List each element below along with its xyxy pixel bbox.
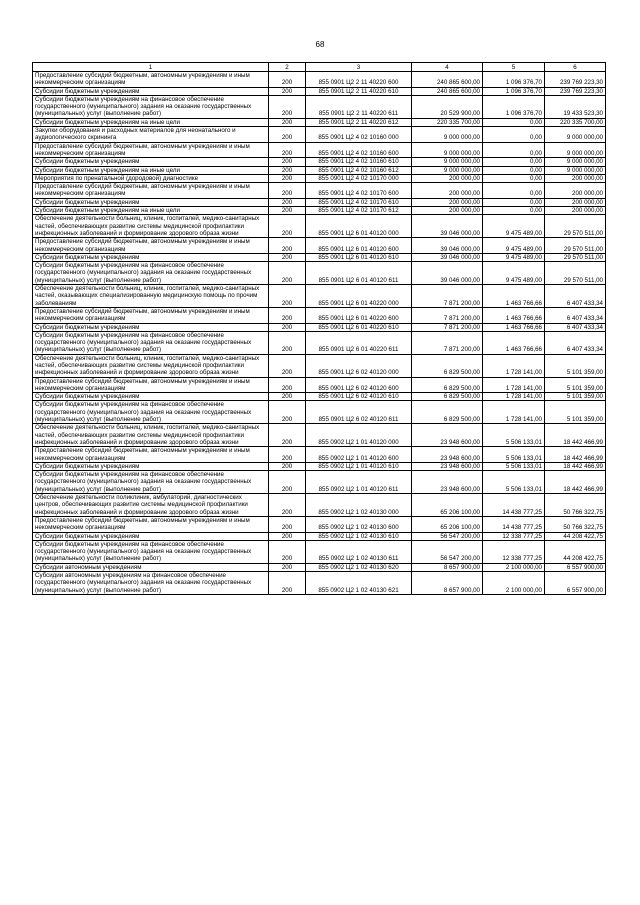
row-description: Субсидии автономным учреждениям на финансовое обеспечение государственного (муниципального) задания на оказание государственных (муниципальных) услуг (выполнение работ) <box>33 572 269 595</box>
row-executed-amount: 14 438 777,25 <box>483 494 545 517</box>
row-executed-amount: 12 338 777,25 <box>483 532 545 540</box>
row-description: Субсидии бюджетным учреждениям на финансовое обеспечение государственного (муниципального) задания на оказание государственных (муниципальных) услуг (выполнение работ) <box>33 401 269 424</box>
row-classifier-code: 855 0902 Ц2 1 02 40130 621 <box>306 572 412 595</box>
table-row <box>33 142 606 158</box>
table-row <box>33 253 606 261</box>
row-code-200: 200 <box>269 563 306 571</box>
row-code-200: 200 <box>269 516 306 532</box>
row-executed-amount: 1 463 766,66 <box>483 323 545 331</box>
row-description: Предоставление субсидий бюджетным, автономным учреждениям и иным некоммерческим организациям <box>33 307 269 323</box>
row-remaining-amount: 44 208 422,75 <box>545 532 606 540</box>
table-row <box>33 307 606 323</box>
table-header <box>33 63 606 72</box>
column-header: 4 <box>412 63 483 72</box>
row-executed-amount: 1 096 376,70 <box>483 95 545 118</box>
table-row <box>33 447 606 463</box>
row-classifier-code: 855 0901 Ц2 6 01 40220 611 <box>306 331 412 354</box>
row-remaining-amount: 18 442 466,99 <box>545 447 606 463</box>
row-remaining-amount: 9 000 000,00 <box>545 142 606 158</box>
row-executed-amount: 9 475 489,00 <box>483 253 545 261</box>
row-code-200: 200 <box>269 158 306 166</box>
row-executed-amount: 14 438 777,25 <box>483 516 545 532</box>
row-description: Предоставление субсидий бюджетным, автономным учреждениям и иным некоммерческим организациям <box>33 516 269 532</box>
row-classifier-code: 855 0902 Ц2 1 02 40130 000 <box>306 494 412 517</box>
table-row <box>33 87 606 95</box>
row-code-200: 200 <box>269 207 306 215</box>
row-remaining-amount: 29 570 511,00 <box>545 238 606 254</box>
row-approved-amount: 7 871 200,00 <box>412 307 483 323</box>
row-description: Субсидии бюджетным учреждениям на финансовое обеспечение государственного (муниципального) задания на оказание государственных (муниципальных) услуг (выполнение работ) <box>33 471 269 494</box>
table-row <box>33 393 606 401</box>
row-description: Субсидии бюджетным учреждениям <box>33 462 269 470</box>
table-row <box>33 127 606 143</box>
row-executed-amount: 1 728 141,00 <box>483 354 545 377</box>
row-description: Субсидии бюджетным учреждениям <box>33 323 269 331</box>
row-executed-amount: 5 506 133,01 <box>483 424 545 447</box>
row-classifier-code: 855 0901 Ц2 6 02 40120 600 <box>306 377 412 393</box>
budget-table <box>32 62 606 595</box>
table-row <box>33 471 606 494</box>
row-classifier-code: 855 0901 Ц2 4 02 10160 612 <box>306 166 412 174</box>
row-executed-amount: 0,00 <box>483 183 545 199</box>
row-code-200: 200 <box>269 354 306 377</box>
row-description: Предоставление субсидий бюджетным, автономным учреждениям и иным некоммерческим организациям <box>33 377 269 393</box>
table-row <box>33 462 606 470</box>
row-executed-amount: 1 728 141,00 <box>483 377 545 393</box>
row-description: Предоставление субсидий бюджетным, автономным учреждениям и иным некоммерческим организациям <box>33 238 269 254</box>
table-row <box>33 563 606 571</box>
row-approved-amount: 39 046 000,00 <box>412 238 483 254</box>
column-header: 5 <box>483 63 545 72</box>
row-remaining-amount: 6 407 433,34 <box>545 307 606 323</box>
row-remaining-amount: 5 101 359,00 <box>545 393 606 401</box>
row-code-200: 200 <box>269 95 306 118</box>
row-remaining-amount: 19 433 523,30 <box>545 95 606 118</box>
row-description: Субсидии бюджетным учреждениям на иные цели <box>33 207 269 215</box>
row-classifier-code: 855 0901 Ц2 6 01 40220 600 <box>306 307 412 323</box>
row-description: Субсидии бюджетным учреждениям на финансовое обеспечение государственного (муниципального) задания на оказание государственных (муниципальных) услуг (выполнение работ) <box>33 331 269 354</box>
row-remaining-amount: 9 000 000,00 <box>545 127 606 143</box>
row-code-200: 200 <box>269 166 306 174</box>
row-executed-amount: 1 463 766,66 <box>483 307 545 323</box>
row-approved-amount: 200 000,00 <box>412 183 483 199</box>
row-code-200: 200 <box>269 307 306 323</box>
row-executed-amount: 0,00 <box>483 158 545 166</box>
table-row <box>33 262 606 285</box>
table-row <box>33 285 606 308</box>
row-description: Предоставление субсидий бюджетным, автономным учреждениям и иным некоммерческим организациям <box>33 447 269 463</box>
column-header: 3 <box>306 63 412 72</box>
row-executed-amount: 0,00 <box>483 207 545 215</box>
row-code-200: 200 <box>269 215 306 238</box>
row-remaining-amount: 6 557 900,00 <box>545 572 606 595</box>
row-description: Закупки оборудования и расходных материалов для неонатального и аудиологического скрининга <box>33 127 269 143</box>
row-description: Субсидии бюджетным учреждениям <box>33 198 269 206</box>
row-code-200: 200 <box>269 393 306 401</box>
row-remaining-amount: 29 570 511,00 <box>545 253 606 261</box>
row-code-200: 200 <box>269 174 306 182</box>
row-classifier-code: 855 0902 Ц2 1 02 40130 600 <box>306 516 412 532</box>
row-approved-amount: 23 948 600,00 <box>412 471 483 494</box>
table-row <box>33 424 606 447</box>
row-classifier-code: 855 0901 Ц2 4 02 10170 600 <box>306 183 412 199</box>
row-code-200: 200 <box>269 238 306 254</box>
table-row <box>33 354 606 377</box>
row-description: Предоставление субсидий бюджетным, автономным учреждениям и иным некоммерческим организациям <box>33 142 269 158</box>
row-code-200: 200 <box>269 262 306 285</box>
row-description: Предоставление субсидий бюджетным, автономным учреждениям и иным некоммерческим организациям <box>33 72 269 88</box>
table-row <box>33 494 606 517</box>
row-classifier-code: 855 0901 Ц2 6 02 40120 610 <box>306 393 412 401</box>
table-row <box>33 207 606 215</box>
row-approved-amount: 23 948 600,00 <box>412 462 483 470</box>
row-executed-amount: 1 728 141,00 <box>483 393 545 401</box>
table-row <box>33 331 606 354</box>
row-approved-amount: 200 000,00 <box>412 207 483 215</box>
row-code-200: 200 <box>269 183 306 199</box>
row-description: Субсидии бюджетным учреждениям на финансовое обеспечение государственного (муниципального) задания на оказание государственных (муниципальных) услуг (выполнение работ) <box>33 262 269 285</box>
row-executed-amount: 0,00 <box>483 166 545 174</box>
row-approved-amount: 220 335 700,00 <box>412 118 483 126</box>
row-approved-amount: 9 000 000,00 <box>412 166 483 174</box>
column-header: 2 <box>269 63 306 72</box>
row-code-200: 200 <box>269 447 306 463</box>
row-remaining-amount: 200 000,00 <box>545 183 606 199</box>
row-classifier-code: 855 0901 Ц2 2 11 40220 610 <box>306 87 412 95</box>
row-classifier-code: 855 0901 Ц2 6 02 40120 000 <box>306 354 412 377</box>
row-remaining-amount: 5 101 359,00 <box>545 401 606 424</box>
row-description: Субсидии бюджетным учреждениям на иные цели <box>33 118 269 126</box>
row-approved-amount: 56 547 200,00 <box>412 540 483 563</box>
table-row <box>33 174 606 182</box>
row-approved-amount: 6 829 500,00 <box>412 393 483 401</box>
row-classifier-code: 855 0902 Ц2 1 02 40130 620 <box>306 563 412 571</box>
row-classifier-code: 855 0902 Ц2 1 01 40120 600 <box>306 447 412 463</box>
row-description: Обеспечение деятельности больниц, клиник, госпиталей, медико-санитарных частей, обеспечивающих развитие системы медицинской профилактики инфекционных заболеваний и формирование здорового образа жизни <box>33 215 269 238</box>
table-row <box>33 158 606 166</box>
row-description: Субсидии бюджетным учреждениям на финансовое обеспечение государственного (муниципального) задания на оказание государственных (муниципальных) услуг (выполнение работ) <box>33 95 269 118</box>
row-approved-amount: 8 657 900,00 <box>412 572 483 595</box>
row-classifier-code: 855 0901 Ц2 6 01 40120 611 <box>306 262 412 285</box>
row-remaining-amount: 220 335 700,00 <box>545 118 606 126</box>
row-code-200: 200 <box>269 462 306 470</box>
row-classifier-code: 855 0901 Ц2 2 11 40220 611 <box>306 95 412 118</box>
row-executed-amount: 2 100 000,00 <box>483 572 545 595</box>
row-approved-amount: 20 529 900,00 <box>412 95 483 118</box>
row-classifier-code: 855 0902 Ц2 1 02 40130 610 <box>306 532 412 540</box>
row-description: Субсидии бюджетным учреждениям на финансовое обеспечение государственного (муниципального) задания на оказание государственных (муниципальных) услуг (выполнение работ) <box>33 540 269 563</box>
table-row <box>33 377 606 393</box>
row-description: Мероприятия по пренатальной (дородовой) диагностике <box>33 174 269 182</box>
row-classifier-code: 855 0901 Ц2 2 11 40220 600 <box>306 72 412 88</box>
row-code-200: 200 <box>269 377 306 393</box>
row-classifier-code: 855 0901 Ц2 2 11 40220 612 <box>306 118 412 126</box>
row-classifier-code: 855 0901 Ц2 6 01 40220 000 <box>306 285 412 308</box>
row-remaining-amount: 6 407 433,34 <box>545 285 606 308</box>
row-executed-amount: 0,00 <box>483 127 545 143</box>
column-header: 6 <box>545 63 606 72</box>
table-row <box>33 540 606 563</box>
row-code-200: 200 <box>269 198 306 206</box>
row-description: Субсидии автономным учреждениям <box>33 563 269 571</box>
row-remaining-amount: 29 570 511,00 <box>545 262 606 285</box>
row-code-200: 200 <box>269 532 306 540</box>
row-approved-amount: 6 829 500,00 <box>412 377 483 393</box>
row-code-200: 200 <box>269 494 306 517</box>
row-executed-amount: 0,00 <box>483 118 545 126</box>
row-description: Субсидии бюджетным учреждениям <box>33 87 269 95</box>
row-approved-amount: 39 046 000,00 <box>412 253 483 261</box>
table-row <box>33 516 606 532</box>
row-description: Обеспечение деятельности поликлиник, амбулаторий, диагностических центров, обеспечивающих развитие системы медицинской профилактики инфекционных заболеваний и формирование здорового образа жизни <box>33 494 269 517</box>
row-approved-amount: 9 000 000,00 <box>412 158 483 166</box>
row-remaining-amount: 239 769 223,30 <box>545 72 606 88</box>
row-remaining-amount: 6 557 900,00 <box>545 563 606 571</box>
row-classifier-code: 855 0901 Ц2 4 02 10170 000 <box>306 174 412 182</box>
table-row <box>33 118 606 126</box>
row-classifier-code: 855 0901 Ц2 6 01 40120 600 <box>306 238 412 254</box>
row-remaining-amount: 200 000,00 <box>545 207 606 215</box>
row-executed-amount: 9 475 489,00 <box>483 215 545 238</box>
row-remaining-amount: 18 442 466,99 <box>545 462 606 470</box>
row-approved-amount: 200 000,00 <box>412 174 483 182</box>
table-row <box>33 401 606 424</box>
row-code-200: 200 <box>269 253 306 261</box>
row-code-200: 200 <box>269 471 306 494</box>
table-row <box>33 572 606 595</box>
row-code-200: 200 <box>269 142 306 158</box>
row-executed-amount: 9 475 489,00 <box>483 238 545 254</box>
row-approved-amount: 7 871 200,00 <box>412 323 483 331</box>
row-remaining-amount: 5 101 359,00 <box>545 354 606 377</box>
row-approved-amount: 6 829 500,00 <box>412 354 483 377</box>
row-approved-amount: 56 547 200,00 <box>412 532 483 540</box>
table-row <box>33 532 606 540</box>
row-description: Обеспечение деятельности больниц, клиник, госпиталей, медико-санитарных частей, оказывающих специализированную медицинскую помощь по прочим заболеваниям <box>33 285 269 308</box>
row-executed-amount: 9 475 489,00 <box>483 262 545 285</box>
row-executed-amount: 0,00 <box>483 198 545 206</box>
row-remaining-amount: 18 442 466,99 <box>545 424 606 447</box>
row-remaining-amount: 44 208 422,75 <box>545 540 606 563</box>
row-code-200: 200 <box>269 87 306 95</box>
row-approved-amount: 9 000 000,00 <box>412 127 483 143</box>
row-classifier-code: 855 0901 Ц2 6 02 40120 611 <box>306 401 412 424</box>
row-code-200: 200 <box>269 572 306 595</box>
row-code-200: 200 <box>269 118 306 126</box>
row-classifier-code: 855 0902 Ц2 1 02 40130 611 <box>306 540 412 563</box>
row-approved-amount: 240 865 600,00 <box>412 87 483 95</box>
table-row <box>33 95 606 118</box>
row-executed-amount: 0,00 <box>483 142 545 158</box>
row-remaining-amount: 6 407 433,34 <box>545 323 606 331</box>
table-row <box>33 238 606 254</box>
row-approved-amount: 39 046 000,00 <box>412 262 483 285</box>
row-remaining-amount: 6 407 433,34 <box>545 331 606 354</box>
row-description: Субсидии бюджетным учреждениям <box>33 158 269 166</box>
page-number: 68 <box>315 40 325 49</box>
row-approved-amount: 65 206 100,00 <box>412 516 483 532</box>
row-remaining-amount: 50 766 322,75 <box>545 516 606 532</box>
row-approved-amount: 9 000 000,00 <box>412 142 483 158</box>
row-executed-amount: 1 728 141,00 <box>483 401 545 424</box>
table-row <box>33 72 606 88</box>
row-description: Обеспечение деятельности больниц, клиник, госпиталей, медико-санитарных частей, обеспечивающих развитие системы медицинской профилактики инфекционных заболеваний и формирование здорового образа жизни <box>33 354 269 377</box>
table-row <box>33 166 606 174</box>
row-code-200: 200 <box>269 127 306 143</box>
row-remaining-amount: 200 000,00 <box>545 198 606 206</box>
row-description: Субсидии бюджетным учреждениям на иные цели <box>33 166 269 174</box>
row-approved-amount: 23 948 600,00 <box>412 447 483 463</box>
row-remaining-amount: 50 766 322,75 <box>545 494 606 517</box>
row-remaining-amount: 239 769 223,30 <box>545 87 606 95</box>
row-classifier-code: 855 0901 Ц2 6 01 40220 610 <box>306 323 412 331</box>
row-remaining-amount: 5 101 359,00 <box>545 377 606 393</box>
column-header: 1 <box>33 63 269 72</box>
row-code-200: 200 <box>269 331 306 354</box>
row-remaining-amount: 9 000 000,00 <box>545 158 606 166</box>
table-row <box>33 323 606 331</box>
row-approved-amount: 23 948 600,00 <box>412 424 483 447</box>
row-classifier-code: 855 0901 Ц2 4 02 10170 610 <box>306 198 412 206</box>
table-body <box>33 72 606 595</box>
row-classifier-code: 855 0901 Ц2 6 01 40120 000 <box>306 215 412 238</box>
row-approved-amount: 6 829 500,00 <box>412 401 483 424</box>
row-approved-amount: 39 046 000,00 <box>412 215 483 238</box>
row-code-200: 200 <box>269 401 306 424</box>
row-classifier-code: 855 0901 Ц2 6 01 40120 610 <box>306 253 412 261</box>
row-executed-amount: 5 506 133,01 <box>483 447 545 463</box>
row-executed-amount: 12 338 777,25 <box>483 540 545 563</box>
row-executed-amount: 1 463 766,66 <box>483 331 545 354</box>
row-executed-amount: 2 100 000,00 <box>483 563 545 571</box>
row-executed-amount: 0,00 <box>483 174 545 182</box>
row-classifier-code: 855 0902 Ц2 1 01 40120 000 <box>306 424 412 447</box>
row-remaining-amount: 29 570 511,00 <box>545 215 606 238</box>
row-code-200: 200 <box>269 323 306 331</box>
row-executed-amount: 1 096 376,70 <box>483 87 545 95</box>
row-code-200: 200 <box>269 285 306 308</box>
row-description: Субсидии бюджетным учреждениям <box>33 253 269 261</box>
row-description: Субсидии бюджетным учреждениям <box>33 532 269 540</box>
row-classifier-code: 855 0902 Ц2 1 01 40120 610 <box>306 462 412 470</box>
row-remaining-amount: 9 000 000,00 <box>545 166 606 174</box>
table-row <box>33 198 606 206</box>
row-classifier-code: 855 0901 Ц2 4 02 10160 610 <box>306 158 412 166</box>
row-executed-amount: 1 463 766,66 <box>483 285 545 308</box>
row-description: Предоставление субсидий бюджетным, автономным учреждениям и иным некоммерческим организациям <box>33 183 269 199</box>
row-approved-amount: 7 871 200,00 <box>412 331 483 354</box>
row-executed-amount: 5 506 133,01 <box>483 462 545 470</box>
row-approved-amount: 240 865 600,00 <box>412 72 483 88</box>
row-classifier-code: 855 0901 Ц2 4 02 10170 612 <box>306 207 412 215</box>
row-approved-amount: 65 206 100,00 <box>412 494 483 517</box>
table-row <box>33 183 606 199</box>
row-description: Обеспечение деятельности больниц, клиник, госпиталей, медико-санитарных частей, обеспечивающих развитие системы медицинской профилактики инфекционных заболеваний и формирование здорового образа жизни <box>33 424 269 447</box>
row-executed-amount: 1 096 376,70 <box>483 72 545 88</box>
row-code-200: 200 <box>269 424 306 447</box>
row-code-200: 200 <box>269 540 306 563</box>
row-executed-amount: 5 506 133,01 <box>483 471 545 494</box>
row-classifier-code: 855 0901 Ц2 4 02 10160 000 <box>306 127 412 143</box>
row-approved-amount: 7 871 200,00 <box>412 285 483 308</box>
row-classifier-code: 855 0902 Ц2 1 01 40120 611 <box>306 471 412 494</box>
table-row <box>33 215 606 238</box>
row-code-200: 200 <box>269 72 306 88</box>
row-description: Субсидии бюджетным учреждениям <box>33 393 269 401</box>
row-remaining-amount: 18 442 466,99 <box>545 471 606 494</box>
row-remaining-amount: 200 000,00 <box>545 174 606 182</box>
row-approved-amount: 200 000,00 <box>412 198 483 206</box>
row-classifier-code: 855 0901 Ц2 4 02 10160 600 <box>306 142 412 158</box>
row-approved-amount: 8 657 900,00 <box>412 563 483 571</box>
